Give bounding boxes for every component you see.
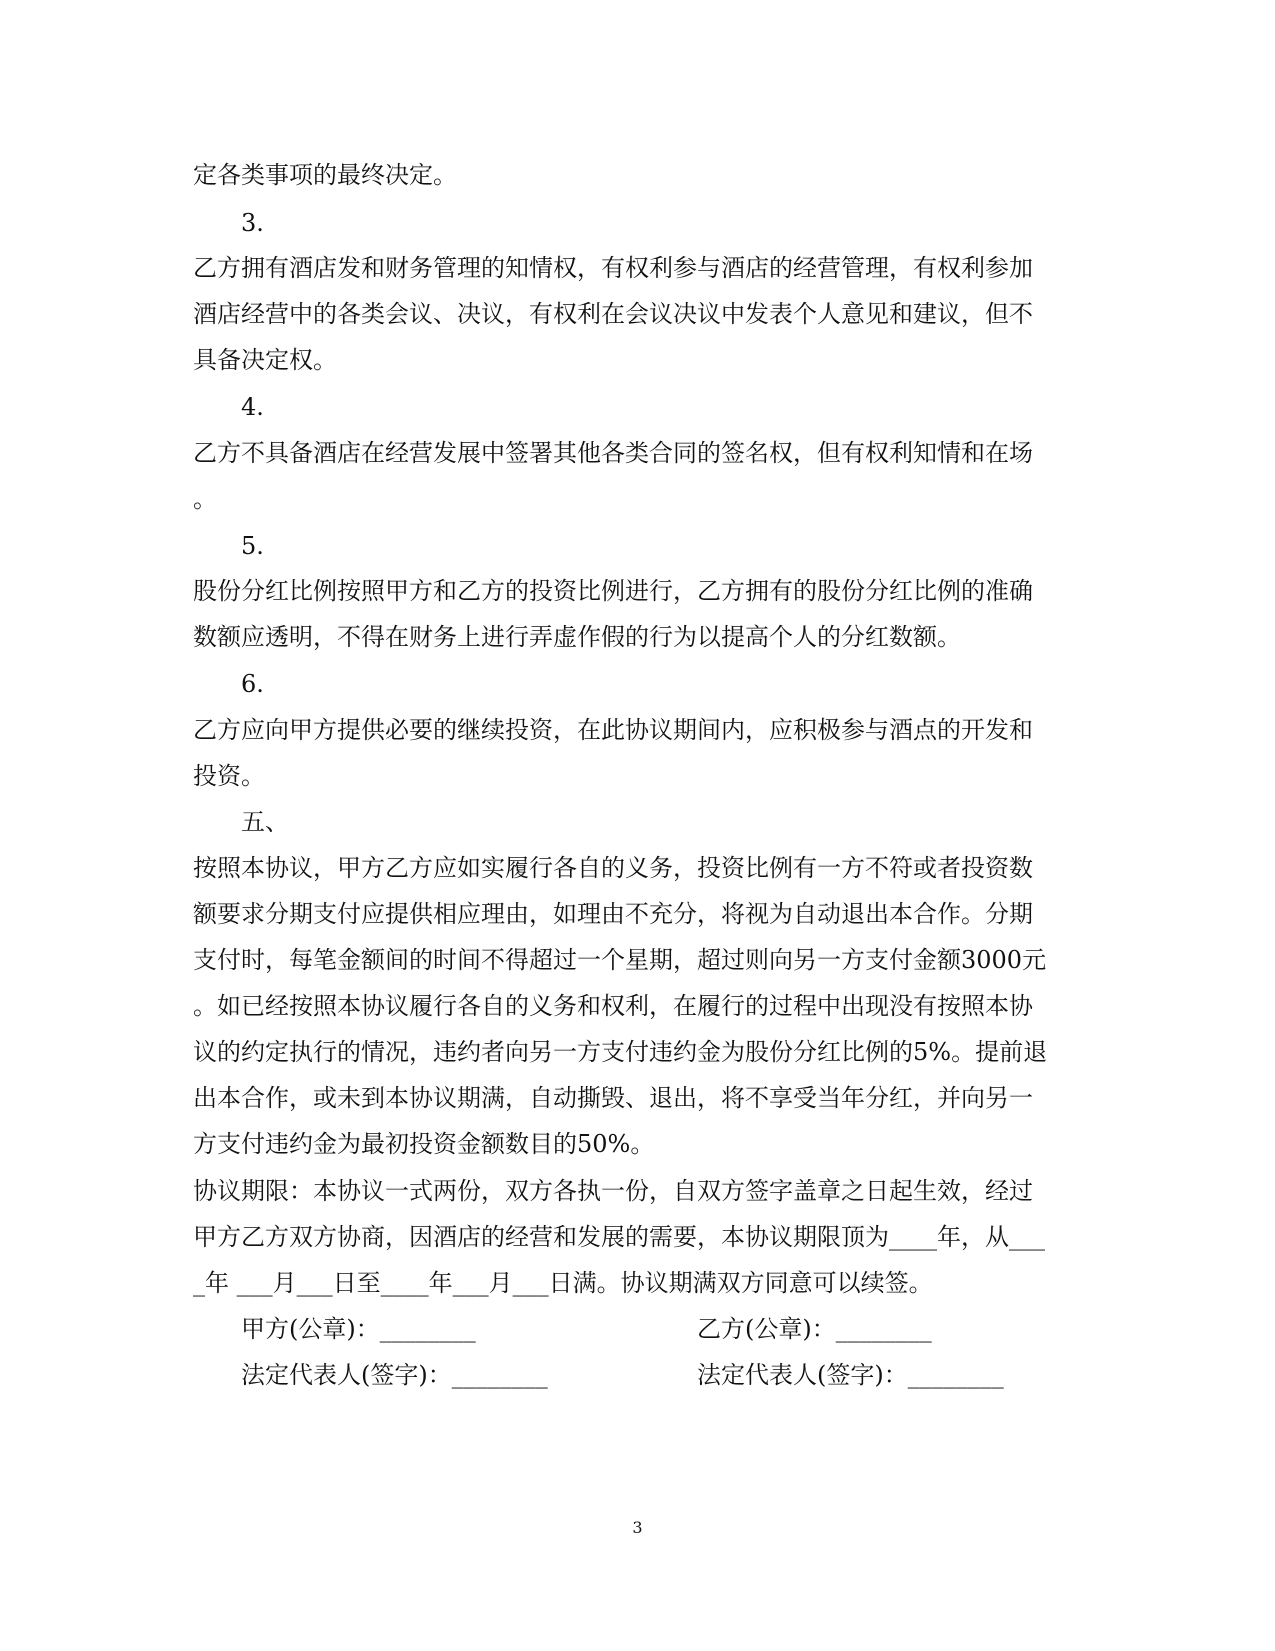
clause-number: 4. <box>241 393 264 421</box>
party-b-representative-field: 法定代表人(签字)：________ <box>697 1361 1004 1389</box>
paragraph-line: 按照本协议，甲方乙方应如实履行各自的义务，投资比例有一方不符或者投资数 <box>193 854 1033 882</box>
paragraph-line: 甲方乙方双方协商，因酒店的经营和发展的需要，本协议期限顶为____年，从___ <box>193 1223 1045 1251</box>
paragraph-line: 乙方应向甲方提供必要的继续投资，在此协议期间内，应积极参与酒点的开发和 <box>193 716 1033 744</box>
party-a-seal-field: 甲方(公章)：________ <box>241 1315 476 1343</box>
paragraph-line: 酒店经营中的各类会议、决议，有权利在会议决议中发表个人意见和建议，但不 <box>193 300 1033 328</box>
paragraph-line: 协议期限：本协议一式两份，双方各执一份，自双方签字盖章之日起生效，经过 <box>193 1177 1033 1205</box>
clause-number: 3. <box>241 209 264 237</box>
paragraph-line: _年 ___月___日至____年___月___日满。协议期满双方同意可以续签。 <box>193 1269 933 1297</box>
paragraph-line: 额要求分期支付应提供相应理由，如理由不充分，将视为自动退出本合作。分期 <box>193 900 1033 928</box>
paragraph-line: 支付时，每笔金额间的时间不得超过一个星期，超过则向另一方支付金额3000元 <box>193 946 1047 974</box>
section-heading: 五、 <box>241 808 289 836</box>
paragraph-line: 。如已经按照本协议履行各自的义务和权利，在履行的过程中出现没有按照本协 <box>193 992 1033 1020</box>
paragraph-line: 乙方不具备酒店在经营发展中签署其他各类合同的签名权，但有权利知情和在场 <box>193 439 1033 467</box>
paragraph-line: 数额应透明，不得在财务上进行弄虚作假的行为以提高个人的分红数额。 <box>193 623 961 651</box>
page-number: 3 <box>632 1518 643 1537</box>
paragraph-line: 出本合作，或未到本协议期满，自动撕毁、退出，将不享受当年分红，并向另一 <box>193 1084 1033 1112</box>
clause-number: 6. <box>241 670 264 698</box>
paragraph-line: 具备决定权。 <box>193 346 337 374</box>
paragraph-line: 股份分红比例按照甲方和乙方的投资比例进行，乙方拥有的股份分红比例的准确 <box>193 577 1033 605</box>
clause-number: 5. <box>241 532 264 560</box>
paragraph-line: 乙方拥有酒店发和财务管理的知情权，有权利参与酒店的经营管理，有权利参加 <box>193 254 1033 282</box>
party-a-representative-field: 法定代表人(签字)：________ <box>241 1361 548 1389</box>
party-b-seal-field: 乙方(公章)：________ <box>697 1315 932 1343</box>
paragraph-line: 方支付违约金为最初投资金额数目的50%。 <box>193 1130 655 1158</box>
paragraph-line: 定各类事项的最终决定。 <box>193 161 457 189</box>
paragraph-line: 。 <box>193 485 217 513</box>
paragraph-line: 议的约定执行的情况，违约者向另一方支付违约金为股份分红比例的5%。提前退 <box>193 1038 1048 1066</box>
paragraph-line: 投资。 <box>193 762 265 790</box>
